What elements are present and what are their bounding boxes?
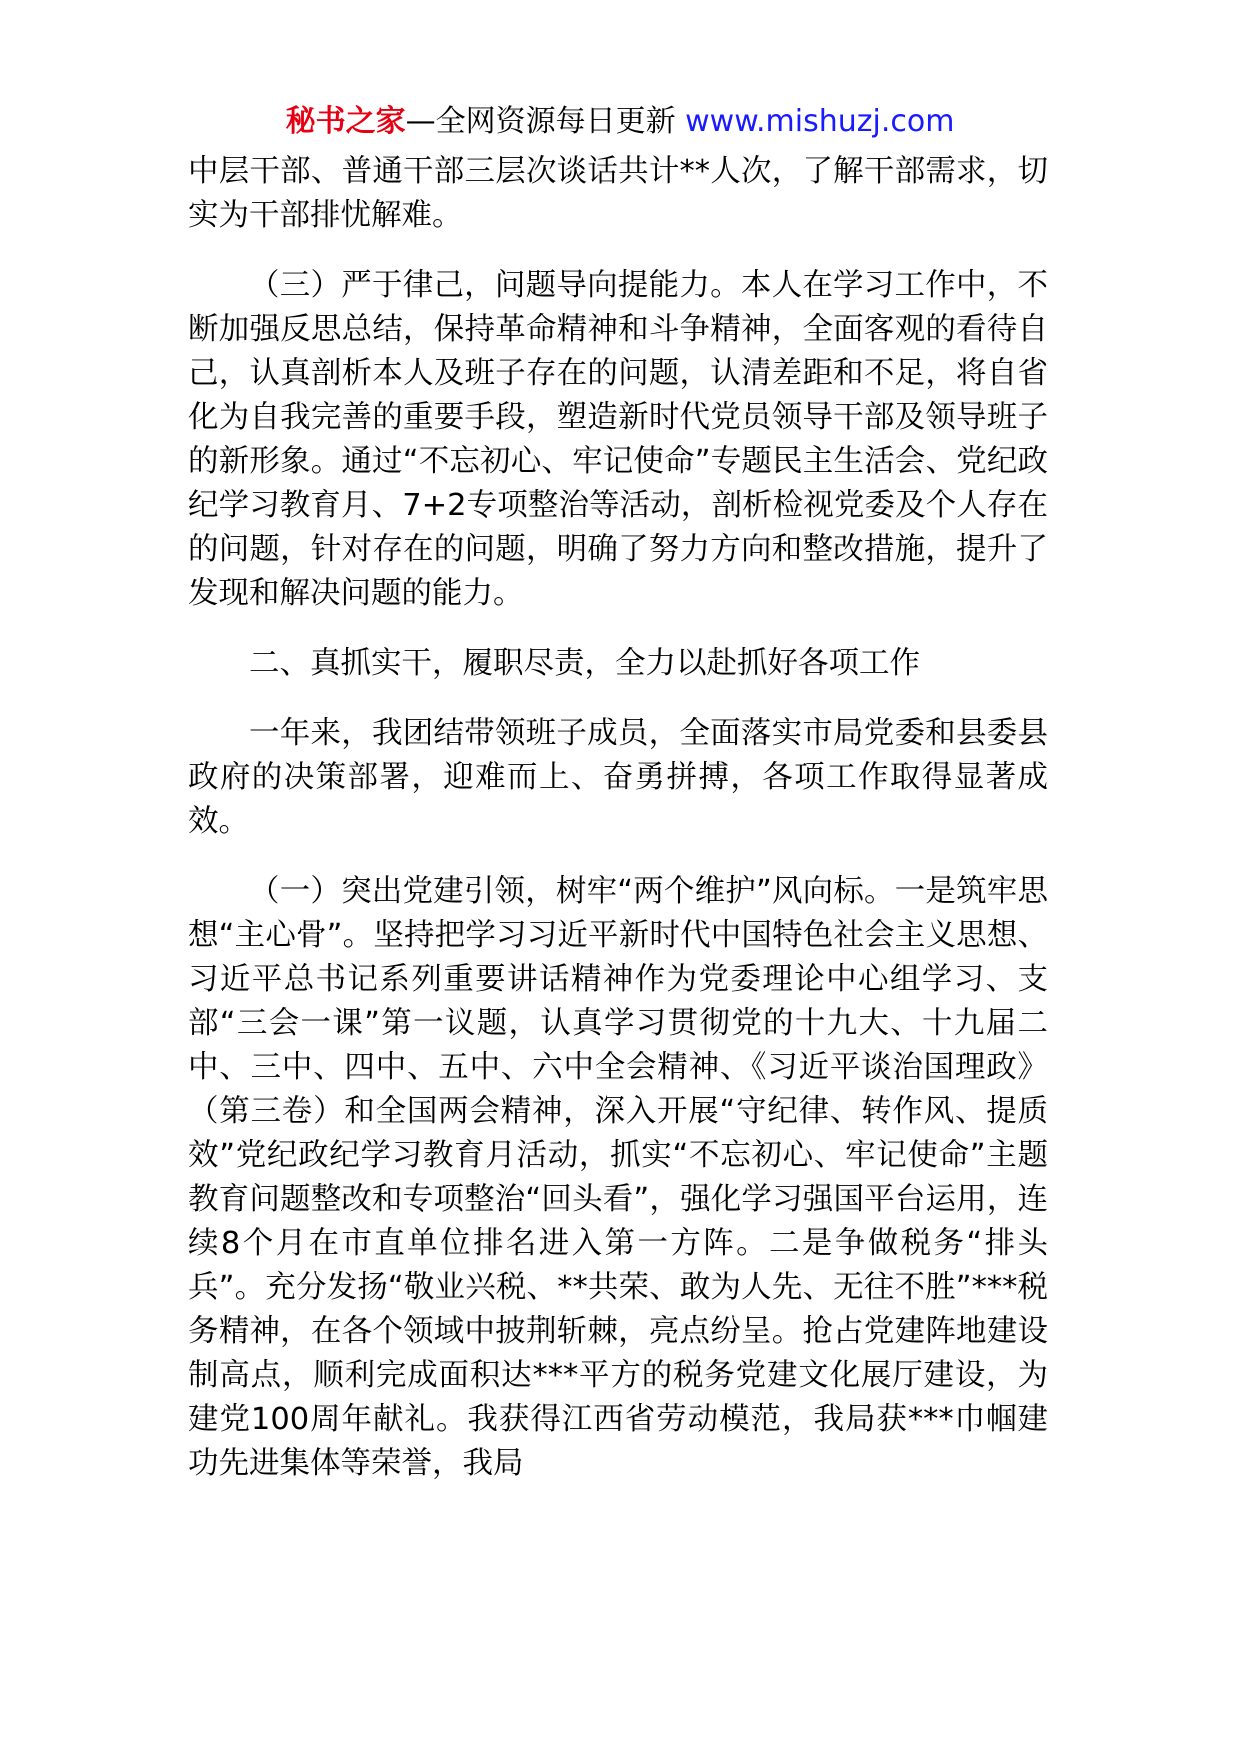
paragraph-continued: 中层干部、普通干部三层次谈话共计**人次，了解干部需求，切实为干部排忧解难。 bbox=[188, 154, 1048, 233]
brand-name: 秘书之家 bbox=[285, 104, 406, 139]
section-heading-two: 二、真抓实干，履职尽责，全力以赴抓好各项工作 bbox=[249, 646, 920, 681]
document-body bbox=[188, 150, 1048, 1486]
paragraph-section-three: （三）严于律己，问题导向提能力。本人在学习工作中，不断加强反思总结，保持革命精神和斗争精神，全面客观的看待自己，认真剖析本人及班子存在的问题，认清差距和不足，将自省化为自我完善的重要手段，塑造新时代党员领导干部及领导班子的新形象。通过“不忘初心、牢记使命”专题民主生活会、党纪政纪学习教育月、7+2专项整治等活动，剖析检视党委及个人存在的问题，针对存在的问题，明确了努力方向和整改措施，提升了发现和解决问题的能力。 bbox=[188, 268, 1048, 611]
site-url[interactable]: www.mishuzj.com bbox=[685, 104, 955, 139]
site-header bbox=[0, 100, 1240, 144]
paragraph-party-building: （一）突出党建引领，树牢“两个维护”风向标。一是筑牢思想“主心骨”。坚持把学习习近平新时代中国特色社会主义思想、习近平总书记系列重要讲话精神作为党委理论中心组学习、支部“三会一课”第一议题，认真学习贯彻党的十九大、十九届二中、三中、四中、五中、六中全会精神、《习近平谈治国理政》（第三卷）和全国两会精神，深入开展“守纪律、转作风、提质效”党纪政纪学习教育月活动，抓实“不忘初心、牢记使命”主题教育问题整改和专项整治“回头看”，强化学习强国平台运用，连续8个月在市直单位排名进入第一方阵。二是争做税务“排头兵”。充分发扬“敬业兴税、**共荣、敢为人先、无往不胜”***税务精神，在各个领域中披荆斩棘，亮点纷呈。抢占党建阵地建设制高点，顺利完成面积达***平方的税务党建文化展厅建设，为建党100周年献礼。我获得江西省劳动模范，我局获***巾帼建功先进集体等荣誉，我局 bbox=[188, 874, 1048, 1481]
paragraph-year-summary: 一年来，我团结带领班子成员，全面落实市局党委和县委县政府的决策部署，迎难而上、奋勇拼搏，各项工作取得显著成效。 bbox=[188, 716, 1048, 839]
header-tagline: —全网资源每日更新 bbox=[405, 104, 686, 139]
